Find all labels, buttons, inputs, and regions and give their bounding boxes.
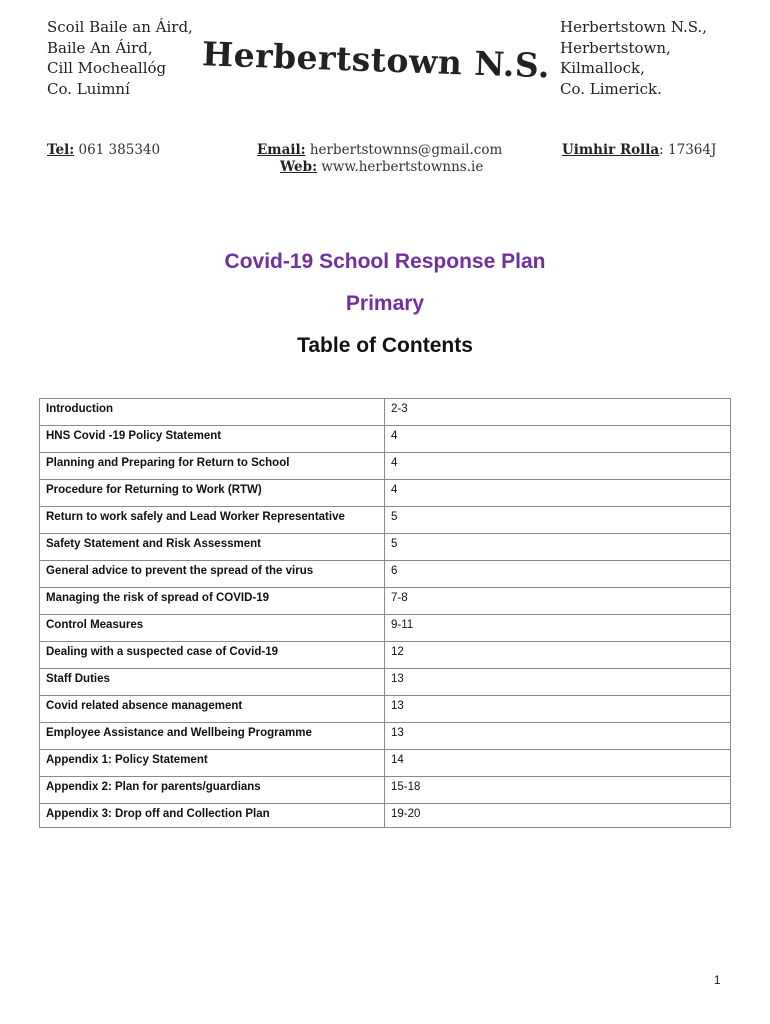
address-english-line: Co. Limerick. [560, 79, 662, 98]
toc-section: Planning and Preparing for Return to School [40, 453, 385, 480]
toc-row[interactable] [40, 777, 731, 804]
toc-row[interactable] [40, 399, 731, 426]
address-english-line: Kilmallock, [560, 59, 645, 77]
address-irish [47, 17, 193, 99]
toc-pages: 14 [385, 750, 731, 777]
telephone-label: Tel: [47, 142, 75, 158]
toc-pages: 6 [385, 561, 731, 588]
telephone-value: 061 385340 [78, 142, 161, 158]
toc-section: Control Measures [40, 615, 385, 642]
toc-row[interactable] [40, 588, 731, 615]
toc-row[interactable] [40, 723, 731, 750]
document-title: Covid-19 School Response Plan [224, 250, 546, 273]
address-irish-line: Baile An Áird, [47, 38, 153, 57]
address-english [560, 17, 707, 99]
toc-pages: 2-3 [385, 399, 731, 426]
toc-pages: 5 [385, 534, 731, 561]
toc-pages: 13 [385, 669, 731, 696]
roll-number [562, 142, 716, 158]
address-english-line: Herbertstown N.S., [560, 18, 708, 36]
email [257, 142, 502, 158]
toc-row[interactable] [40, 426, 731, 453]
table-of-contents [39, 398, 731, 828]
toc-section: Dealing with a suspected case of Covid-19 [40, 642, 385, 669]
toc-pages: 19-20 [385, 804, 731, 828]
toc-pages: 13 [385, 723, 731, 750]
toc-section: Appendix 1: Policy Statement [40, 750, 385, 777]
toc-row[interactable] [40, 480, 731, 507]
email-value[interactable]: herbertstownns@gmail.com [309, 142, 503, 158]
toc-pages: 13 [385, 696, 731, 723]
toc-row[interactable] [40, 750, 731, 777]
toc-row[interactable] [40, 804, 731, 828]
website-value[interactable]: www.herbertstownns.ie [321, 159, 484, 175]
toc-section: Covid related absence management [40, 696, 385, 723]
toc-pages: 9-11 [385, 615, 731, 642]
toc-pages: 4 [385, 453, 731, 480]
page-number: 1 [714, 975, 721, 987]
toc-section: General advice to prevent the spread of the virus [40, 561, 385, 588]
website [280, 159, 483, 175]
toc-section: Appendix 3: Drop off and Collection Plan [40, 804, 385, 828]
address-irish-line: Scoil Baile an Áird, [47, 18, 193, 36]
toc-pages: 7-8 [385, 588, 731, 615]
toc-row[interactable] [40, 669, 731, 696]
toc-section: Introduction [40, 399, 385, 426]
toc-section: Managing the risk of spread of COVID-19 [40, 588, 385, 615]
toc-section: HNS Covid -19 Policy Statement [40, 426, 385, 453]
toc-row[interactable] [40, 696, 731, 723]
toc-pages: 15-18 [385, 777, 731, 804]
toc-section: Appendix 2: Plan for parents/guardians [40, 777, 385, 804]
roll-number-value: : 17364J [659, 142, 717, 158]
toc-section: Safety Statement and Risk Assessment [40, 534, 385, 561]
toc-pages: 4 [385, 480, 731, 507]
website-label: Web: [280, 159, 318, 175]
toc-heading: Table of Contents [297, 334, 473, 357]
email-label: Email: [257, 142, 306, 158]
address-irish-line: Cill Mocheallóg [47, 59, 167, 77]
telephone [47, 142, 160, 158]
toc-row[interactable] [40, 507, 731, 534]
toc-pages: 12 [385, 642, 731, 669]
toc-pages: 4 [385, 426, 731, 453]
toc-row[interactable] [40, 534, 731, 561]
toc-section: Employee Assistance and Wellbeing Programme [40, 723, 385, 750]
toc-row[interactable] [40, 561, 731, 588]
roll-number-label: Uimhir Rolla [562, 142, 660, 158]
address-irish-line: Co. Luimní [47, 79, 130, 98]
toc-section: Staff Duties [40, 669, 385, 696]
toc-section: Procedure for Returning to Work (RTW) [40, 480, 385, 507]
school-name-logo: Herbertstown N.S. [201, 34, 551, 86]
toc-row[interactable] [40, 453, 731, 480]
toc-row[interactable] [40, 615, 731, 642]
toc-section: Return to work safely and Lead Worker Representative [40, 507, 385, 534]
address-english-line: Herbertstown, [560, 38, 671, 57]
toc-pages: 5 [385, 507, 731, 534]
toc-row[interactable] [40, 642, 731, 669]
document-subtitle: Primary [345, 292, 425, 315]
